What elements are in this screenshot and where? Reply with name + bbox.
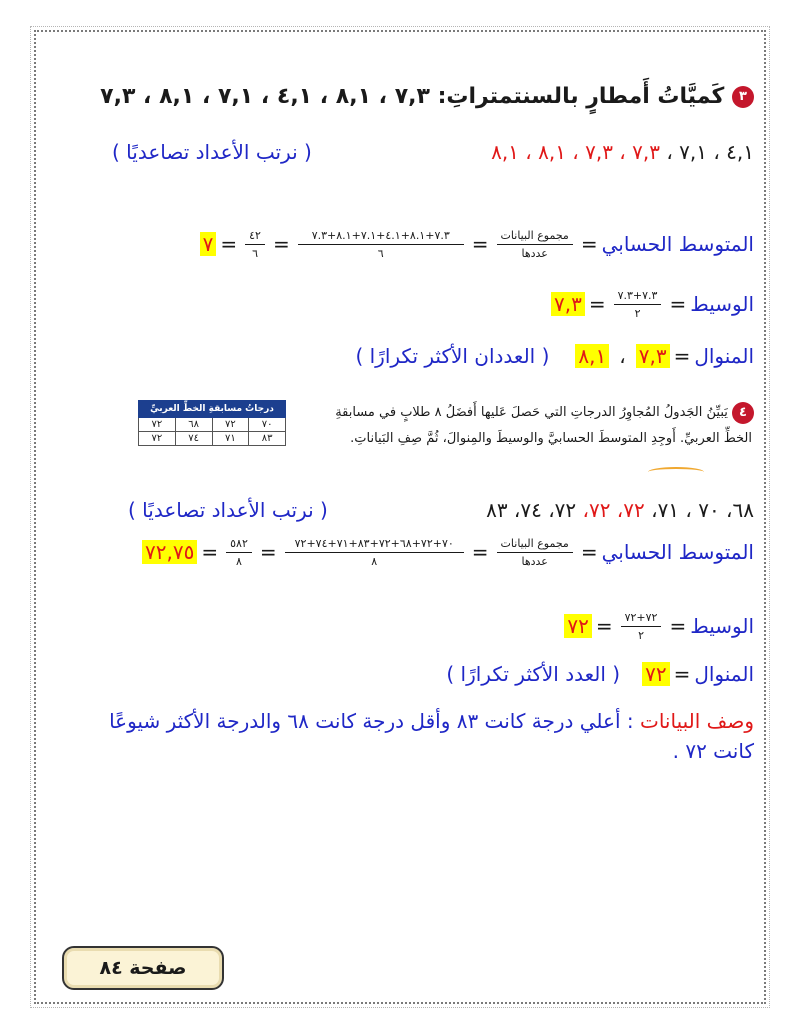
decorative-arc (648, 467, 704, 477)
q4-mean-sum: $\frac{٥٨٢}{٨}$ (226, 537, 252, 568)
table-cell: ٧٢ (139, 418, 176, 432)
q3-mode-label: المنوال (694, 344, 754, 368)
q3-mean-expression: $\frac{٧.٣+٨.١+٤.١+٧.١+٨.١+٧.٣}{٦}$ (298, 229, 464, 260)
grades-table (138, 400, 286, 446)
question-4-line1: يَبيِّنُ الجَدولُ المُجاوِرُ الدرجاتِ التي حَصلَ عَليها أَفضَلُ ٨ طلابٍ في مسابقةِ (335, 405, 728, 420)
data-description (109, 706, 754, 766)
question-3-prefix: كَميَّاتُ أَمطارٍ بالسنتمتراتِ: (437, 84, 725, 109)
question-4-line2: الخطِّ العربيِّ. أَوجِدِ المتوسطَ الحسابيَّ والوسيطَ والمِنوالَ، ثُمَّ صِفِ البَياناتِ. (350, 431, 752, 446)
question-3-heading (100, 84, 754, 109)
q4-sorted-part2: ٧٢، ٧٤، ٨٣ (486, 498, 577, 522)
table-cell: ٦٨ (175, 418, 212, 432)
table-cell: ٧١ (212, 432, 249, 446)
q4-mode-label: المنوال (694, 662, 754, 686)
table-cell: ٧٢ (212, 418, 249, 432)
description-text-2: كانت ٧٢ . (672, 739, 754, 763)
description-label: وصف البيانات (639, 709, 754, 733)
q3-mode-note: ( العددان الأكثر تكرارًا ) (355, 344, 550, 368)
q3-mode-separator: ، (619, 344, 626, 368)
q4-mode-line: المنوال = ٧٢ ( العدد الأكثر تكرارًا ) (446, 662, 754, 686)
q4-sorted-part1: ٦٨، ٧٠ ، ٧١، (644, 498, 754, 522)
table-cell: ٧٢ (139, 432, 176, 446)
grades-table-title: درجاتُ مسابقةِ الخطِّ العربيِّ (139, 401, 286, 418)
q3-median-line: الوسيط = $\frac{٧.٣+٧.٣}{٢}$ = ٧,٣ (551, 284, 754, 324)
q4-mode-value: ٧٢ (642, 662, 669, 686)
q3-mean-line: المتوسط الحسابي = $\frac{\text{مجموع البيانات}}{\text{عددها}}$ = $\frac{٧.٣+٨.١+٤.١+٧.١+٨.١+٧.٣}{٦}$ = $\frac{٤٢}{٦}$ = ٧ (200, 222, 754, 266)
description-text: : أعلي درجة كانت ٨٣ وأقل درجة كانت ٦٨ والدرجة الأكثر شيوعًا (109, 709, 634, 733)
q3-mode-value-2: ٨,١ (575, 344, 609, 368)
q3-sorted-line (491, 140, 754, 164)
question-4-badge: ٤ (732, 402, 754, 424)
q3-mean-result: ٧ (200, 232, 217, 256)
table-row (139, 432, 286, 446)
q3-mode-value-1: ٧,٣ (636, 344, 670, 368)
q4-sorted-highlighted: ٧٢، ٧٢، (576, 498, 645, 522)
q3-mean-sum: $\frac{٤٢}{٦}$ (245, 229, 265, 260)
q4-median-label: الوسيط (690, 614, 754, 638)
q3-median-expression: $\frac{٧.٣+٧.٣}{٢}$ (614, 289, 662, 320)
q3-median-label: الوسيط (690, 292, 754, 316)
q4-mean-label: المتوسط الحسابي (601, 540, 754, 564)
question-4-text (335, 400, 754, 452)
table-cell: ٧٠ (249, 418, 286, 432)
q3-mode-line: المنوال = ٧,٣ ، ٨,١ ( العددان الأكثر تكرارًا ) (355, 344, 754, 368)
question-3-values: ٧,٣ ، ٨,١ ، ٤,١ ، ٧,١ ، ٨,١ ، ٧,٣ (100, 84, 430, 109)
page-number-label: صفحة ٨٤ (62, 946, 224, 990)
q4-mean-result: ٧٢,٧٥ (142, 540, 197, 564)
table-cell: ٨٣ (249, 432, 286, 446)
q4-mode-note: ( العدد الأكثر تكرارًا ) (446, 662, 621, 686)
q3-mean-formula: $\frac{\text{مجموع البيانات}}{\text{عددها}}$ (497, 229, 573, 260)
q3-sorted-part2: ٨,١ ، ٨,١ (491, 140, 566, 164)
q3-sorted-part1: ٤,١ ، ٧,١ ، (659, 140, 754, 164)
q4-mean-expression: $\frac{٧٠+٧٢+٦٨+٧٢+٨٣+٧١+٧٤+٧٢}{٨}$ (285, 537, 464, 568)
q4-mean-formula: $\frac{\text{مجموع البيانات}}{\text{عددها}}$ (497, 537, 573, 568)
q4-mean-line: المتوسط الحسابي = $\frac{\text{مجموع البيانات}}{\text{عددها}}$ = $\frac{٧٠+٧٢+٦٨+٧٢+٨٣+٧١+٧٤+٧٢}{٨}$ = $\frac{٥٨٢}{٨}$ = ٧٢,٧٥ (142, 530, 754, 574)
q3-mean-label: المتوسط الحسابي (601, 232, 754, 256)
q4-sorted-note: ( نرتب الأعداد تصاعديًا ) (128, 498, 328, 522)
q3-sorted-highlighted: ٧,٣ ، ٧,٣ ، (565, 140, 660, 164)
q3-median-result: ٧,٣ (551, 292, 585, 316)
q3-sorted-note: ( نرتب الأعداد تصاعديًا ) (112, 140, 312, 164)
q4-sorted-line (486, 498, 754, 522)
q4-median-line: الوسيط = $\frac{٧٢+٧٢}{٢}$ = ٧٢ (564, 606, 754, 646)
table-cell: ٧٤ (175, 432, 212, 446)
table-row (139, 418, 286, 432)
q4-median-result: ٧٢ (564, 614, 591, 638)
q4-median-expression: $\frac{٧٢+٧٢}{٢}$ (621, 611, 662, 642)
question-3-badge: ٣ (732, 86, 754, 108)
